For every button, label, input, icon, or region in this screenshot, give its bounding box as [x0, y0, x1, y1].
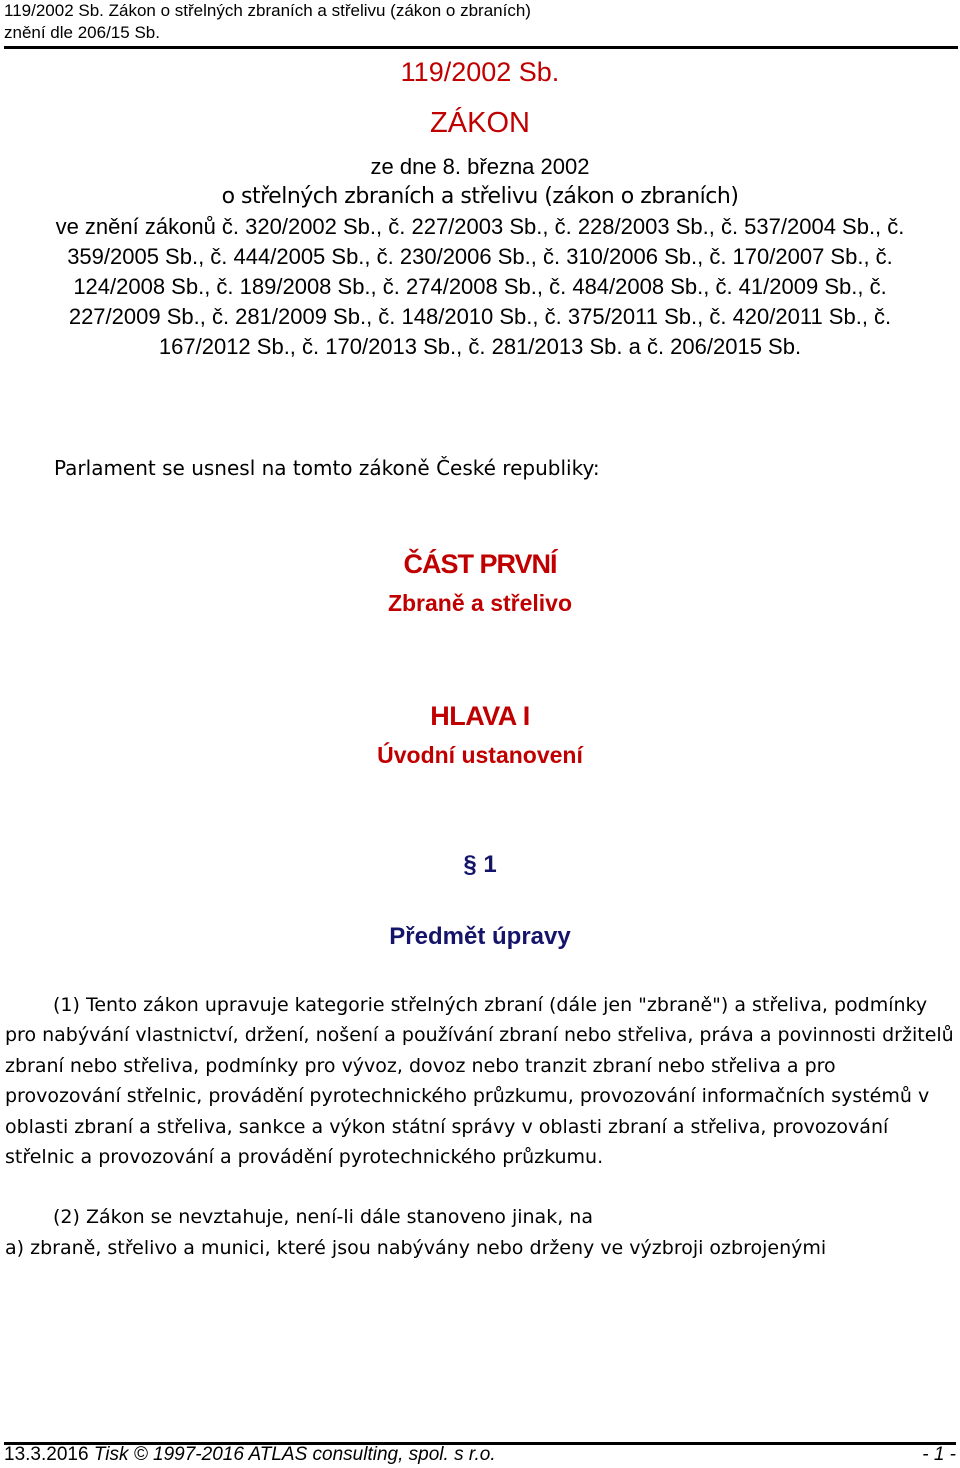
paragraph-1	[5, 990, 955, 1172]
paragraph-1-text: (1) Tento zákon upravuje kategorie střelných zbraní (dále jen "zbraně") a střeliva, podmínky pro nabývání vlastnictví, držení, nošení a používání zbraní nebo střeliva, práva a povinnosti držitelů zbraní nebo střeliva, podmínky pro vývoz, dovoz nebo tranzit zbraní nebo střeliva a pro provozování střelnic, provádění pyrotechnického průzkumu, provozování informačních systémů v oblasti zbraní a střeliva, sankce a výkon státní správy v oblasti zbraní a střeliva, provozování střelnic a provozování a provádění pyrotechnického průzkumu.	[5, 994, 954, 1169]
page-number: - 1 -	[922, 1444, 956, 1465]
running-header	[4, 0, 958, 44]
law-date: ze dne 8. března 2002	[370, 154, 590, 179]
print-date: 13.3.2016	[4, 1444, 89, 1465]
paragraph-2-item-a: a) zbraně, střelivo a munici, které jsou nabývány nebo drženy ve výzbroji ozbrojenými	[5, 1236, 827, 1259]
section-mark: § 1	[463, 851, 497, 878]
part-label: ČÁST PRVNÍ	[403, 549, 557, 579]
section-body	[5, 990, 955, 1263]
section-heading	[0, 848, 960, 954]
footer-left	[4, 1444, 496, 1466]
page-footer	[4, 1442, 956, 1468]
law-number: 119/2002 Sb.	[400, 57, 560, 87]
amendments-list: ve znění zákonů č. 320/2002 Sb., č. 227/2003 Sb., č. 228/2003 Sb., č. 537/2004 Sb., č. 359/2005 Sb., č. 444/2005 Sb., č. 230/2006 Sb., č. 310/2006 Sb., č. 170/2007 Sb., č. 124/2008 Sb., č. 189/2008 Sb., č. 274/2008 Sb., č. 484/2008 Sb., č. 41/2009 Sb., č. 227/2009 Sb., č. 281/2009 Sb., č. 148/2010 Sb., č. 375/2011 Sb., č. 420/2011 Sb., č. 167/2012 Sb., č. 170/2013 Sb., č. 281/2013 Sb. a č. 206/2015 Sb.	[55, 214, 905, 359]
document-heading-block	[0, 50, 960, 362]
section-name: Předmět úpravy	[389, 923, 571, 950]
chapter-heading	[0, 698, 960, 772]
print-label: Tisk	[93, 1444, 129, 1465]
part-name: Zbraně a střelivo	[387, 590, 573, 616]
law-type: ZÁKON	[430, 107, 530, 139]
header-title: 119/2002 Sb. Zákon o střelných zbraních a střelivu (zákon o zbraních)	[4, 1, 531, 20]
part-heading	[0, 546, 960, 620]
paragraph-2: (2) Zákon se nevztahuje, není-li dále stanoveno jinak, na	[53, 1206, 593, 1229]
copyright-notice: © 1997-2016 ATLAS consulting, spol. s r.o.	[133, 1444, 496, 1465]
header-version: znění dle 206/15 Sb.	[4, 23, 160, 42]
header-divider	[4, 46, 958, 49]
chapter-name: Úvodní ustanovení	[377, 742, 583, 768]
enacting-clause: Parlament se usnesl na tomto zákoně České republiky:	[54, 456, 600, 480]
chapter-label: HLAVA I	[430, 701, 530, 731]
law-title: o střelných zbraních a střelivu (zákon o zbraních)	[221, 184, 739, 209]
